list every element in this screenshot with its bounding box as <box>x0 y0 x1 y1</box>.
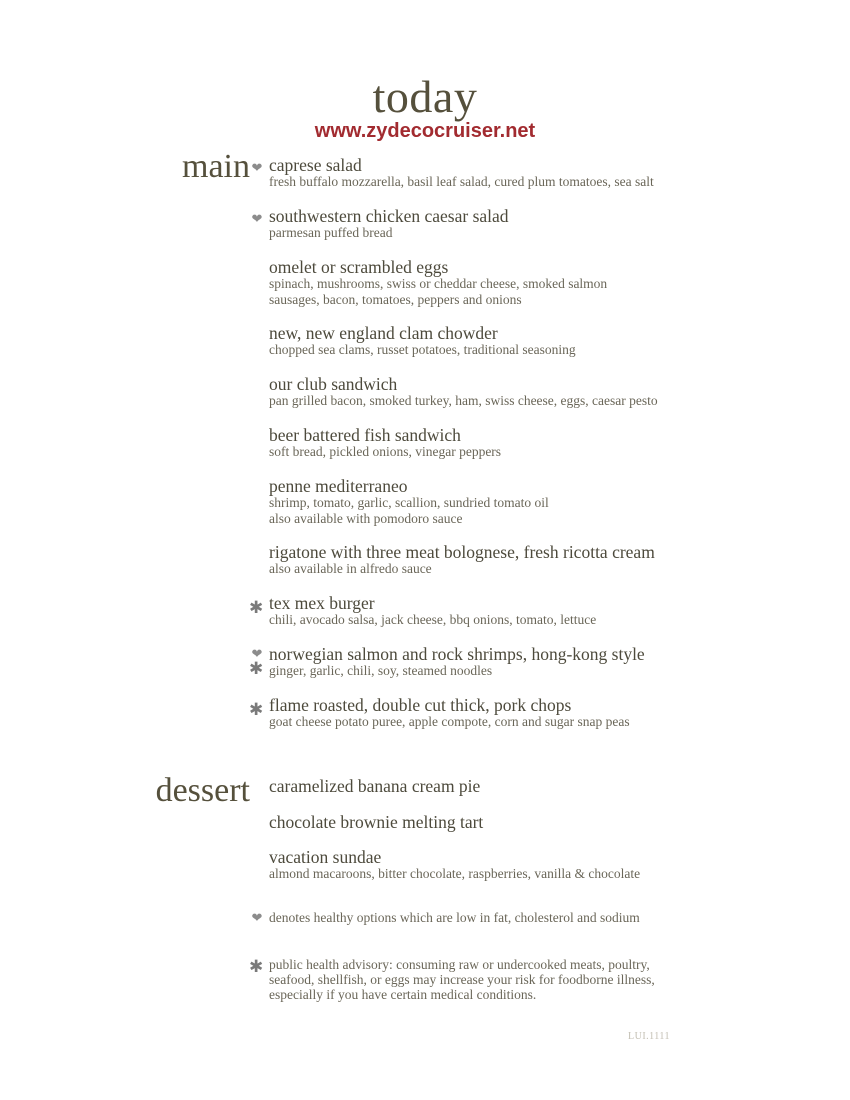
menu-item <box>269 477 769 527</box>
healthy-note: denotes healthy options which are low in fat, cholesterol and sodium <box>269 910 640 925</box>
section-label-dessert: dessert <box>155 772 250 809</box>
menu-item-name: omelet or scrambled eggs <box>269 257 449 277</box>
menu-item-name: caramelized banana cream pie <box>269 776 481 796</box>
menu-item-description: goat cheese potato puree, apple compote, corn and sugar snap peas <box>269 714 630 729</box>
menu-item-name: norwegian salmon and rock shrimps, hong-kong style <box>269 644 645 664</box>
heart-icon: ❤ <box>251 911 263 926</box>
menu-item <box>269 375 769 409</box>
health-advisory-note <box>269 957 719 1002</box>
menu-item <box>269 848 769 882</box>
asterisk-icon: ✱ <box>249 957 264 977</box>
form-code: LUI.1111 <box>628 1031 671 1042</box>
menu-item <box>269 324 769 358</box>
menu-item <box>269 777 769 795</box>
menu-item <box>269 543 769 577</box>
menu-item-name: tex mex burger <box>269 593 375 613</box>
menu-item-description: chopped sea clams, russet potatoes, traditional seasoning <box>269 342 576 357</box>
menu-item <box>269 813 769 831</box>
heart-icon: ❤ <box>251 212 263 227</box>
section-label-main: main <box>182 148 250 185</box>
menu-item-name: southwestern chicken caesar salad <box>269 206 509 226</box>
menu-item <box>269 207 769 241</box>
menu-item-description: sausages, bacon, tomatoes, peppers and onions <box>269 292 522 307</box>
menu-item-description: soft bread, pickled onions, vinegar peppers <box>269 444 502 459</box>
asterisk-icon: ✱ <box>249 598 264 618</box>
menu-item-name: vacation sundae <box>269 847 382 867</box>
menu-item <box>269 258 769 308</box>
heart-icon: ❤ <box>251 161 263 176</box>
menu-item-description: shrimp, tomato, garlic, scallion, sundried tomato oil <box>269 495 549 510</box>
menu-item-description: also available with pomodoro sauce <box>269 511 463 526</box>
menu-item-name: our club sandwich <box>269 374 398 394</box>
advisory-line: especially if you have certain medical conditions. <box>269 987 537 1002</box>
page-title: today <box>372 71 478 122</box>
menu-item-description: fresh buffalo mozzarella, basil leaf salad, cured plum tomatoes, sea salt <box>269 174 654 189</box>
menu-item <box>269 426 769 460</box>
menu-item <box>269 594 769 628</box>
menu-item-name: chocolate brownie melting tart <box>269 812 484 832</box>
asterisk-icon: ✱ <box>249 700 264 720</box>
menu-item-description: pan grilled bacon, smoked turkey, ham, swiss cheese, eggs, caesar pesto <box>269 393 658 408</box>
menu-item-description: ginger, garlic, chili, soy, steamed noodles <box>269 663 493 678</box>
menu-item <box>269 156 769 190</box>
menu-item-description: almond macaroons, bitter chocolate, raspberries, vanilla & chocolate <box>269 866 641 881</box>
advisory-line: public health advisory: consuming raw or undercooked meats, poultry, <box>269 957 650 972</box>
menu-item-description: chili, avocado salsa, jack cheese, bbq onions, tomato, lettuce <box>269 612 597 627</box>
watermark-text: www.zydecocruiser.net <box>314 120 536 142</box>
menu-item-name: caprese salad <box>269 155 362 175</box>
heart-icon: ❤ <box>251 647 263 662</box>
menu-item-description: parmesan puffed bread <box>269 225 393 240</box>
menu-item-name: rigatone with three meat bolognese, fresh ricotta cream <box>269 542 655 562</box>
menu-item-name: new, new england clam chowder <box>269 323 498 343</box>
advisory-line: seafood, shellfish, or eggs may increase your risk for foodborne illness, <box>269 972 655 987</box>
menu-item-name: beer battered fish sandwich <box>269 425 461 445</box>
menu-item-name: flame roasted, double cut thick, pork chops <box>269 695 572 715</box>
menu-item-name: penne mediterraneo <box>269 476 408 496</box>
menu-item-description: also available in alfredo sauce <box>269 561 432 576</box>
menu-item-description: spinach, mushrooms, swiss or cheddar cheese, smoked salmon <box>269 276 608 291</box>
menu-item <box>269 696 769 730</box>
menu-item <box>269 645 769 679</box>
asterisk-icon: ✱ <box>249 659 264 679</box>
